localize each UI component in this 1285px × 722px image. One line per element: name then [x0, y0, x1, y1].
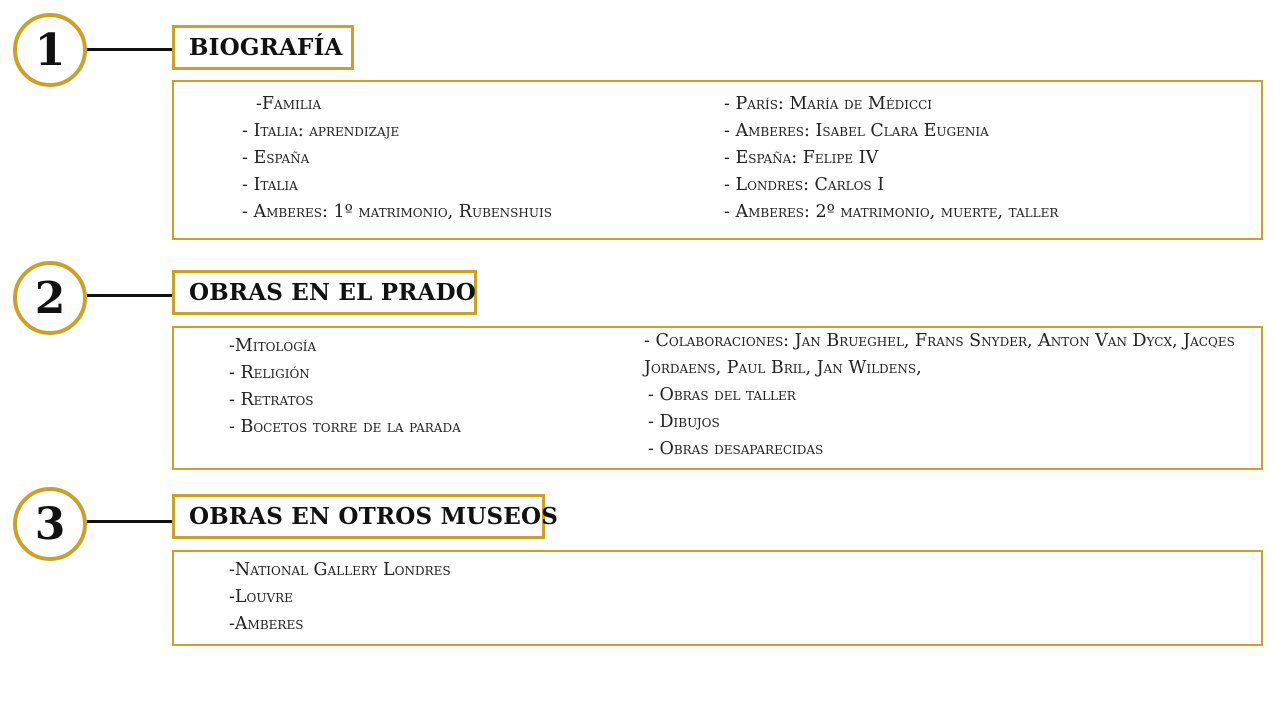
section-number-2: 2 — [13, 261, 87, 335]
right-column-1 — [724, 91, 1058, 226]
list-item: - Amberes: 2º matrimonio, muerte, taller — [724, 202, 1059, 222]
list-item: - Religión — [229, 363, 310, 383]
list-item: -National Gallery Londres — [229, 560, 451, 580]
left-column-2 — [229, 333, 461, 441]
section-content-2 — [172, 326, 1263, 470]
left-column-3 — [229, 557, 451, 638]
list-item: -Louvre — [229, 587, 293, 607]
connector-line — [87, 294, 173, 297]
list-item: - Colaboraciones: Jan Brueghel, Frans Snyder, Anton Van Dycx, Jacqes Jordaens, Paul Bril, Jan Wildens, — [644, 331, 1235, 378]
list-item: - Italia — [242, 175, 298, 195]
list-item: - España: Felipe IV — [724, 148, 879, 168]
list-item: - París: María de Médicci — [724, 94, 933, 114]
connector-line — [87, 520, 173, 523]
section-number-1: 1 — [13, 13, 87, 87]
list-item: - España — [242, 148, 310, 168]
list-item: - Amberes: Isabel Clara Eugenia — [724, 121, 989, 141]
list-item: - Amberes: 1º matrimonio, Rubenshuis — [242, 202, 552, 222]
section-title-2: OBRAS EN EL PRADO — [172, 270, 477, 315]
list-item: - Bocetos torre de la parada — [229, 417, 461, 437]
list-item: - Londres: Carlos I — [724, 175, 885, 195]
list-item: - Dibujos — [648, 412, 720, 432]
list-item: -Amberes — [229, 614, 304, 634]
list-item: - Retratos — [229, 390, 314, 410]
list-item: -Familia — [256, 94, 322, 114]
list-item: - Obras del taller — [648, 385, 796, 405]
connector-line — [87, 48, 173, 51]
section-content-1 — [172, 80, 1263, 240]
section-title-1: BIOGRAFÍA — [172, 25, 354, 70]
list-item: -Mitología — [229, 336, 317, 356]
left-column-1 — [242, 91, 552, 226]
section-title-3: OBRAS EN OTROS MUSEOS — [172, 494, 545, 539]
right-column-2 — [644, 328, 1254, 463]
section-content-3 — [172, 550, 1263, 646]
section-number-3: 3 — [13, 487, 87, 561]
list-item: - Obras desaparecidas — [648, 439, 824, 459]
list-item: - Italia: aprendizaje — [242, 121, 400, 141]
